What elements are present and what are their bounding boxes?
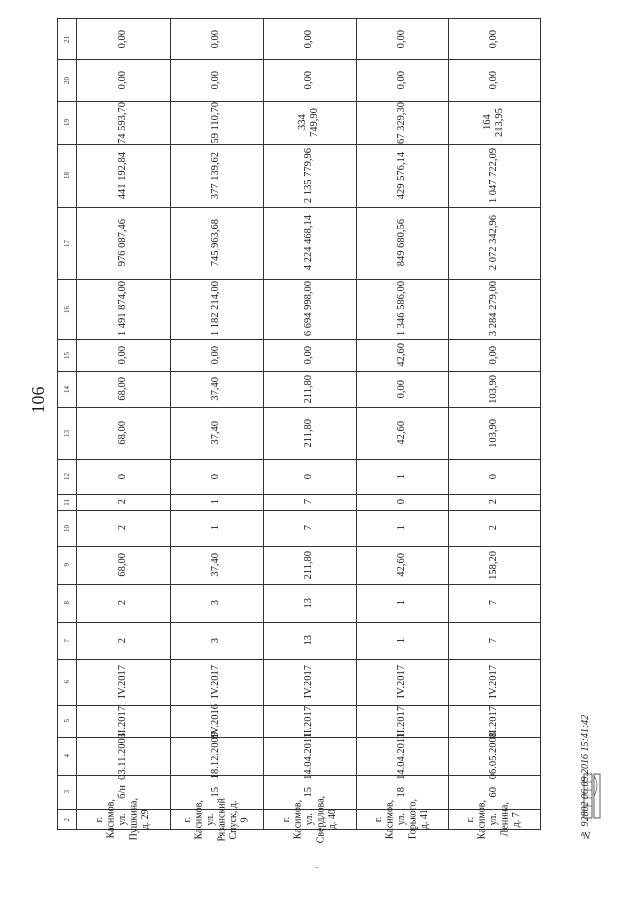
column-number xyxy=(58,339,76,371)
cell-value: II.2017 xyxy=(116,705,128,737)
cell-value: 7 xyxy=(303,499,315,505)
column-number-label: 12 xyxy=(62,473,71,480)
table-cell xyxy=(356,371,448,407)
column-number xyxy=(58,459,76,494)
cell-value: 1 xyxy=(210,525,222,531)
column-number-label: 2 xyxy=(62,817,71,822)
cell-value: 1 047 722,09 xyxy=(487,147,499,204)
column-number-label: 16 xyxy=(62,305,71,313)
table-cell xyxy=(356,339,448,371)
column-number-label: 3 xyxy=(62,790,71,794)
cell-value: 0,00 xyxy=(395,29,407,49)
column-number-label: 19 xyxy=(62,119,71,126)
cell-value: 103,90 xyxy=(487,418,499,448)
table-cell xyxy=(263,546,356,584)
column-number-label: 7 xyxy=(62,638,71,643)
cell-value: 2 xyxy=(116,600,128,606)
cell-value: 334 749,90 xyxy=(297,108,321,137)
table-cell xyxy=(263,659,356,705)
cell-value: 37,40 xyxy=(210,377,222,401)
table-cell xyxy=(448,459,540,494)
cell-value: 0,00 xyxy=(116,345,128,365)
address-text: г. Касимов, ул. Горького, д. 41 xyxy=(373,799,431,840)
table-cell xyxy=(170,101,263,144)
table-cell xyxy=(263,795,356,844)
cell-value: 0,00 xyxy=(487,29,499,49)
table-cell xyxy=(170,371,263,407)
cell-value: 2 xyxy=(116,525,128,531)
cell-value: 0,00 xyxy=(487,70,499,90)
table-cell xyxy=(448,207,540,279)
table-cell xyxy=(356,510,448,546)
cell-value: 0,00 xyxy=(210,29,222,49)
table-cell xyxy=(170,546,263,584)
table-cell xyxy=(356,144,448,207)
cell-value: 1 182 214,00 xyxy=(210,281,222,337)
cell-value: 1 xyxy=(210,499,222,505)
cell-value: 0 xyxy=(116,473,128,480)
cell-value: 14.04.2011 xyxy=(303,732,315,780)
page-number: 106 xyxy=(27,386,48,414)
table-cell xyxy=(356,19,448,59)
table-cell xyxy=(170,659,263,705)
registration-stamp: № 92802 06.09.2016 15:41:42 xyxy=(580,714,591,840)
cell-value: 1 xyxy=(395,600,407,606)
table-cell xyxy=(448,732,540,780)
cell-value: 13 xyxy=(303,597,315,609)
table-cell xyxy=(170,459,263,494)
column-number-label: 4 xyxy=(62,754,71,758)
cell-value: 0,00 xyxy=(395,70,407,90)
table-cell xyxy=(356,622,448,659)
table-cell xyxy=(356,59,448,101)
table-cell xyxy=(356,659,448,705)
table-cell xyxy=(263,584,356,622)
table-cell xyxy=(448,144,540,207)
table-cell xyxy=(448,279,540,339)
table-cell xyxy=(263,339,356,371)
table-cell xyxy=(76,659,170,705)
cell-value: б/н xyxy=(116,785,128,799)
cell-value: 15 xyxy=(303,786,315,798)
cell-value: 1 xyxy=(395,473,407,480)
cell-value: 1 xyxy=(395,637,407,644)
table-cell xyxy=(263,101,356,144)
cell-value: 2 135 779,96 xyxy=(303,147,315,204)
column-number xyxy=(58,737,76,775)
column-number xyxy=(58,659,76,705)
column-number-label: 14 xyxy=(62,385,71,393)
cell-value: IV.2017 xyxy=(395,665,407,699)
cell-value: 2 xyxy=(487,525,499,531)
cell-value: 03.11.2003 xyxy=(116,732,128,780)
table-cell xyxy=(263,144,356,207)
cell-value: 1 346 586,00 xyxy=(395,281,407,337)
column-number-label: 5 xyxy=(62,719,71,723)
table-cell xyxy=(448,659,540,705)
cell-value: 42,60 xyxy=(395,553,407,577)
table-cell xyxy=(356,732,448,780)
cell-value: 0 xyxy=(395,499,407,505)
address-text: г. Касимов, ул. Свердлова, д. 40 xyxy=(280,795,338,844)
cell-value: 13 xyxy=(303,635,315,646)
table-cell xyxy=(170,622,263,659)
cell-value: 68,00 xyxy=(116,421,128,445)
cell-value: 68,00 xyxy=(116,377,128,401)
cell-value: 18 xyxy=(395,786,407,798)
address-text: г. Касимов, ул. Рязанский Спуск, д. 9 xyxy=(182,797,251,842)
column-number-label: 9 xyxy=(62,563,71,567)
cell-value: 0,00 xyxy=(210,345,222,365)
table-cell xyxy=(263,407,356,459)
cell-value: 0,00 xyxy=(487,345,499,365)
column-number-label: 17 xyxy=(62,239,71,247)
table-cell xyxy=(76,622,170,659)
cell-value: 14.04.2011 xyxy=(395,732,407,780)
cell-value: 60 xyxy=(487,786,499,798)
table-cell xyxy=(170,59,263,101)
cell-value: 06.05.2008 xyxy=(487,732,499,780)
table-cell xyxy=(448,339,540,371)
table-cell xyxy=(356,207,448,279)
cell-value: IV.2017 xyxy=(210,665,222,699)
column-number-label: 10 xyxy=(62,524,71,532)
cell-value: 67 329,30 xyxy=(395,101,407,144)
cell-value: 3 xyxy=(210,600,222,606)
column-number xyxy=(58,584,76,622)
cell-value: 0,00 xyxy=(303,29,315,49)
address-text: г. Касимов, ул. Пушкина, д. 29 xyxy=(94,798,152,841)
cell-value: 0 xyxy=(487,473,499,480)
address-text: г. Касимов, ул. Ленина, д. 7 xyxy=(465,799,523,840)
table-cell xyxy=(263,371,356,407)
table-cell xyxy=(170,494,263,510)
table-cell xyxy=(170,207,263,279)
table-cell xyxy=(170,279,263,339)
cell-value: 441 192,84 xyxy=(116,151,128,200)
column-number xyxy=(58,775,76,809)
cell-value: 42,60 xyxy=(395,421,407,445)
table-cell xyxy=(76,101,170,144)
column-number-label: 15 xyxy=(62,351,71,359)
table-cell xyxy=(448,19,540,59)
column-number-label: 13 xyxy=(62,429,71,437)
table-cell xyxy=(170,732,263,780)
cell-value: 0,00 xyxy=(116,70,128,90)
table-cell xyxy=(263,459,356,494)
table-cell xyxy=(76,798,170,841)
cell-value: 6 694 998,00 xyxy=(303,281,315,337)
cell-value: 1 xyxy=(395,525,407,531)
table-cell xyxy=(356,407,448,459)
cell-value: 3 xyxy=(210,637,222,644)
column-number-label: 6 xyxy=(62,680,71,684)
table-cell xyxy=(356,799,448,840)
cell-value: 0,00 xyxy=(303,345,315,365)
table-cell xyxy=(448,59,540,101)
table-cell xyxy=(76,494,170,510)
cell-value: 7 xyxy=(487,600,499,606)
table-cell xyxy=(448,407,540,459)
cell-value: 15 xyxy=(210,786,222,798)
cell-value: 211,80 xyxy=(303,550,315,580)
cell-value: 37,40 xyxy=(210,421,222,445)
table-cell xyxy=(356,584,448,622)
cell-value: 0,00 xyxy=(210,70,222,90)
table-cell xyxy=(170,407,263,459)
column-number-label: 8 xyxy=(62,601,71,605)
column-number xyxy=(58,279,76,339)
table-cell xyxy=(356,279,448,339)
cell-value: IV.2017 xyxy=(116,665,128,699)
column-number xyxy=(58,407,76,459)
cell-value: 37,40 xyxy=(210,553,222,577)
column-number-label: 21 xyxy=(62,35,71,43)
table-cell xyxy=(170,19,263,59)
table-cell xyxy=(76,371,170,407)
table-cell xyxy=(76,207,170,279)
table-cell xyxy=(263,19,356,59)
table-cell xyxy=(356,459,448,494)
column-number xyxy=(58,510,76,546)
table-cell xyxy=(76,144,170,207)
column-number xyxy=(58,705,76,737)
cell-value: 2 xyxy=(116,637,128,644)
cell-value: 59 110,70 xyxy=(210,101,222,144)
cell-value: 0,00 xyxy=(395,379,407,399)
column-number xyxy=(58,207,76,279)
cell-value: 0 xyxy=(210,473,222,480)
table-cell xyxy=(170,797,263,842)
cell-value: 377 139,62 xyxy=(210,151,222,200)
cell-value: 1 491 874,00 xyxy=(116,281,128,337)
cell-value: 103,90 xyxy=(487,374,499,404)
bottom-mark: - xyxy=(315,862,319,873)
table-cell xyxy=(263,510,356,546)
cell-value: 2 072 342,96 xyxy=(487,215,499,271)
cell-value: 976 087,46 xyxy=(116,219,128,267)
table-cell xyxy=(76,279,170,339)
table-cell xyxy=(448,546,540,584)
table-cell xyxy=(263,279,356,339)
table-cell xyxy=(263,494,356,510)
cell-value: IV.2017 xyxy=(487,665,499,699)
table-cell xyxy=(448,371,540,407)
cell-value: II.2017 xyxy=(487,705,499,737)
cell-value: II.2017 xyxy=(395,705,407,737)
column-number xyxy=(58,494,76,510)
cell-value: 0 xyxy=(303,473,315,480)
cell-value: II.2017 xyxy=(303,705,315,737)
column-number-label: 20 xyxy=(62,76,71,84)
cell-value: 7 xyxy=(487,637,499,644)
table-cell xyxy=(170,339,263,371)
cell-value: 2 xyxy=(116,499,128,505)
table-cell xyxy=(356,101,448,144)
cell-value: 745 963,68 xyxy=(210,219,222,267)
cell-value: 164 213,95 xyxy=(481,108,505,137)
cell-value: IV.2016 xyxy=(210,704,222,738)
cell-value: 849 680,56 xyxy=(395,219,407,267)
column-number xyxy=(58,809,76,830)
cell-value: 2 xyxy=(487,499,499,505)
cell-value: 4 224 468,14 xyxy=(303,215,315,271)
table-cell xyxy=(448,622,540,659)
column-number xyxy=(58,101,76,144)
cell-value: 158,20 xyxy=(487,550,499,580)
column-number xyxy=(58,59,76,101)
table-cell xyxy=(263,207,356,279)
cell-value: IV.2017 xyxy=(303,665,315,699)
cell-value: 0,00 xyxy=(116,29,128,49)
table-cell xyxy=(76,584,170,622)
table-cell xyxy=(170,144,263,207)
cell-value: 74 593,70 xyxy=(116,101,128,144)
table-cell xyxy=(356,494,448,510)
cell-value: 211,80 xyxy=(303,374,315,404)
table-cell xyxy=(76,546,170,584)
cell-value: 429 576,14 xyxy=(395,151,407,200)
column-number xyxy=(58,546,76,584)
cell-value: 3 284 279,00 xyxy=(487,281,499,337)
column-number xyxy=(58,371,76,407)
table-cell xyxy=(76,732,170,780)
column-number-label: 18 xyxy=(62,172,71,179)
column-number xyxy=(58,144,76,207)
column-number xyxy=(58,19,76,59)
column-number-label: 11 xyxy=(62,498,71,506)
cell-value: 68,00 xyxy=(116,553,128,577)
cell-value: 42,60 xyxy=(395,343,407,367)
table-cell xyxy=(170,510,263,546)
table-cell xyxy=(170,584,263,622)
cell-value: 18.12.2009 xyxy=(210,732,222,780)
table-cell xyxy=(76,339,170,371)
cell-value: 7 xyxy=(303,525,315,531)
table-cell xyxy=(448,101,540,144)
column-number xyxy=(58,622,76,659)
table-cell xyxy=(263,59,356,101)
cell-value: 0,00 xyxy=(303,70,315,90)
table-cell xyxy=(263,622,356,659)
table-cell xyxy=(448,584,540,622)
cell-value: 211,80 xyxy=(303,418,315,448)
table-cell xyxy=(448,799,540,840)
data-table xyxy=(57,18,541,844)
table-cell xyxy=(448,494,540,510)
table-cell xyxy=(356,546,448,584)
table-cell xyxy=(263,732,356,780)
table-cell xyxy=(76,19,170,59)
table-cell xyxy=(76,510,170,546)
table-cell xyxy=(76,407,170,459)
table-cell xyxy=(76,459,170,494)
table-cell xyxy=(76,59,170,101)
table-cell xyxy=(448,510,540,546)
